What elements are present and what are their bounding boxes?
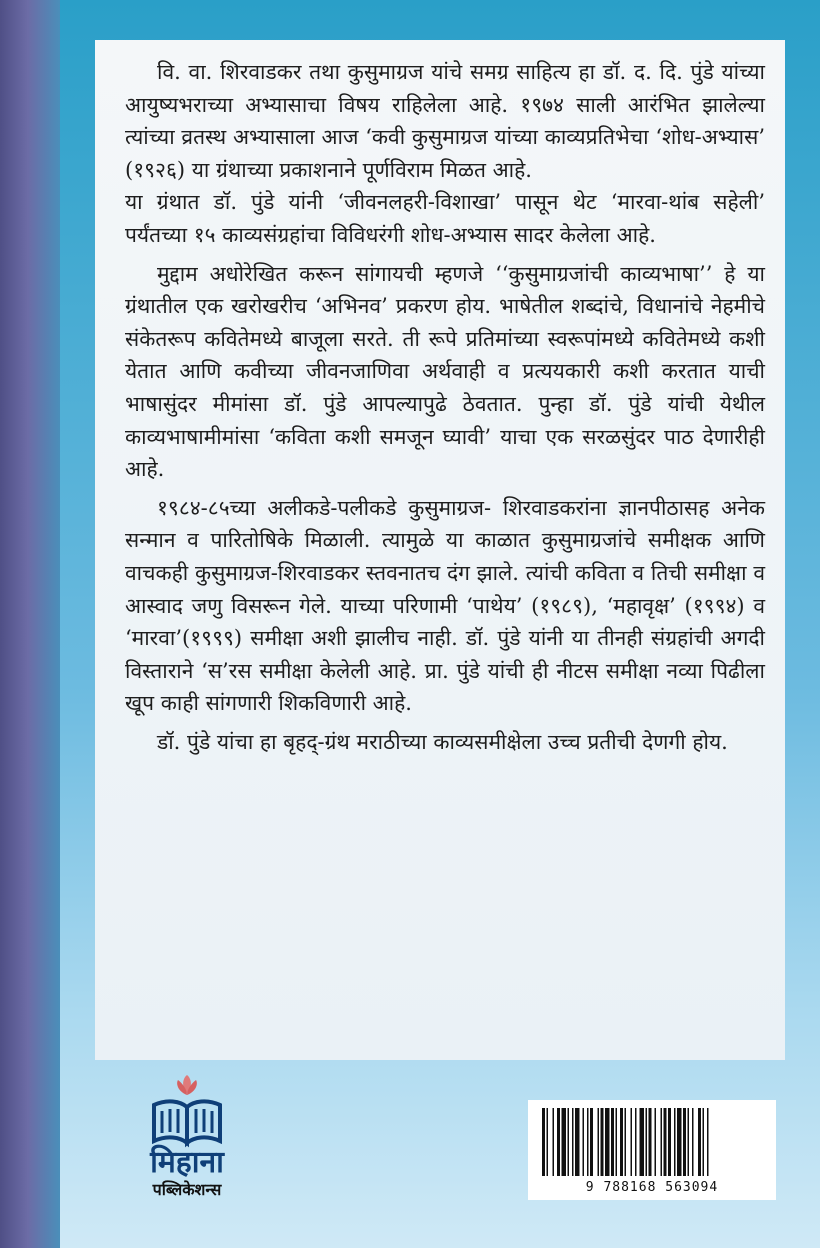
- barcode-bar: [668, 1108, 671, 1176]
- blurb-paragraph-5: डॉ. पुंडे यांचा हा बृहद्-ग्रंथ मराठीच्या काव्यसमीक्षेला उच्च प्रतीची देणगी होय.: [157, 729, 728, 754]
- barcode-bar: [575, 1108, 580, 1176]
- barcode-bar: [625, 1108, 627, 1176]
- barcode-bar: [598, 1108, 600, 1176]
- barcode-bar: [698, 1108, 701, 1176]
- barcode-bar: [692, 1108, 694, 1176]
- barcode-bar: [616, 1108, 618, 1176]
- isbn-number: 9 788168 563094: [585, 1180, 719, 1195]
- barcode-bar: [568, 1108, 570, 1176]
- barcode-bar: [677, 1108, 682, 1176]
- barcode-bar: [601, 1108, 604, 1176]
- barcode-bar: [635, 1108, 637, 1176]
- publisher-subtitle: पब्लिकेशन्स: [152, 1180, 222, 1199]
- barcode-bar: [640, 1108, 645, 1176]
- barcode-bar: [688, 1108, 690, 1176]
- barcode-bar: [661, 1108, 663, 1176]
- barcode-bar: [583, 1108, 585, 1176]
- barcode-bar: [547, 1108, 549, 1176]
- barcode-bar: [649, 1108, 652, 1176]
- barcode-bar: [674, 1108, 676, 1176]
- barcode-bar: [631, 1108, 633, 1176]
- barcode-bar: [664, 1108, 667, 1176]
- barcode-bar: [562, 1108, 567, 1176]
- barcode-bar: [553, 1108, 555, 1176]
- blurb-paragraph-3: मुद्दाम अधोरेखित करून सांगायची म्हणजे ‘‘कुसुमाग्रजांची काव्यभाषा’’ हे या ग्रंथातील एक खरोखरीच ‘अभिनव’ प्रकरण होय. भाषेतील शब्दांचे, विधानांचे नेहमीचे संकेतरूप कवितेमध्ये बाजूला सरते. ती रूपे प्रतिमांच्या स्वरूपांमध्ये कवितेमध्ये कशी येतात आणि कवीच्या जीवनजाणिवा अर्थवाही व प्रत्ययकारी कशी करतात याची भाषासुंदर मीमांसा डॉ. पुंडे आपल्यापुढे ठेवतात. पुन्हा डॉ. पुंडे यांची येथील काव्यभाषामीमांसा ‘कविता कशी समजून घ्यावी’ याचा एक सरळसुंदर पाठ देणारीही आहे.: [125, 261, 765, 482]
- barcode-bar: [620, 1108, 623, 1176]
- barcode-bar: [611, 1108, 614, 1176]
- blurb-paragraph-2: या ग्रंथात डॉ. पुंडे यांनी ‘जीवनलहरी-विशाखा’ पासून थेट ‘मारवा-थांब सहेली’ पर्यंतच्या १५ काव्यसंग्रहांचा विविधरंगी शोध-अभ्यास सादर केलेला आहे.: [125, 190, 765, 247]
- barcode-bar: [572, 1108, 574, 1176]
- barcode-bar: [542, 1108, 545, 1176]
- barcode-bar: [646, 1108, 648, 1176]
- barcode-bar: [683, 1108, 686, 1176]
- blurb-text: [125, 56, 765, 764]
- barcode-bar: [703, 1108, 705, 1176]
- barcode-bar: [707, 1108, 709, 1176]
- barcode-bar: [557, 1108, 560, 1176]
- barcode-bar: [587, 1108, 589, 1176]
- barcode-bar: [655, 1108, 657, 1176]
- barcode-bar: [590, 1108, 593, 1176]
- barcode-bar: [605, 1108, 610, 1176]
- blurb-paragraph-1: वि. वा. शिरवाडकर तथा कुसुमाग्रज यांचे समग्र साहित्य हा डॉ. द. दि. पुंडे यांच्या आयुष्यभराच्या अभ्यासाचा विषय राहिलेला आहे. १९७४ साली आरंभित झालेल्या त्यांच्या व्रतस्थ अभ्यासाला आज ‘कवी कुसुमाग्रज यांच्या काव्यप्रतिभेचा ‘शोध-अभ्यास’ (१९२६) या ग्रंथाच्या प्रकाशनाने पूर्णविराम मिळत आहे.: [125, 60, 765, 182]
- blurb-paragraph-4: १९८४-८५च्या अलीकडे-पलीकडे कुसुमाग्रज- शिरवाडकरांना ज्ञानपीठासह अनेक सन्मान व पारितोषिके मिळाली. त्यामुळे या काळात कुसुमाग्रजांचे समीक्षक आणि वाचकही कुसुमाग्रज-शिरवाडकर स्तवनातच दंग झाले. त्यांची कविता व तिची समीक्षा व आस्वाद जणु विसरून गेले. याच्या परिणामी ‘पाथेय’ (१९८९), ‘महावृक्ष’ (१९९४) व ‘मारवा’(१९९९) समीक्षा अशी झालीच नाही. डॉ. पुंडे यांनी या तीनही संग्रहांची अगदी विस्ताराने ‘स’रस समीक्षा केलेली आहे. प्रा. पुंडे यांची ही नीटस समीक्षा नव्या पिढीला खूप काही सांगणारी शिकविणारी आहे.: [125, 495, 765, 716]
- publisher-name: मिहाना: [150, 1145, 224, 1180]
